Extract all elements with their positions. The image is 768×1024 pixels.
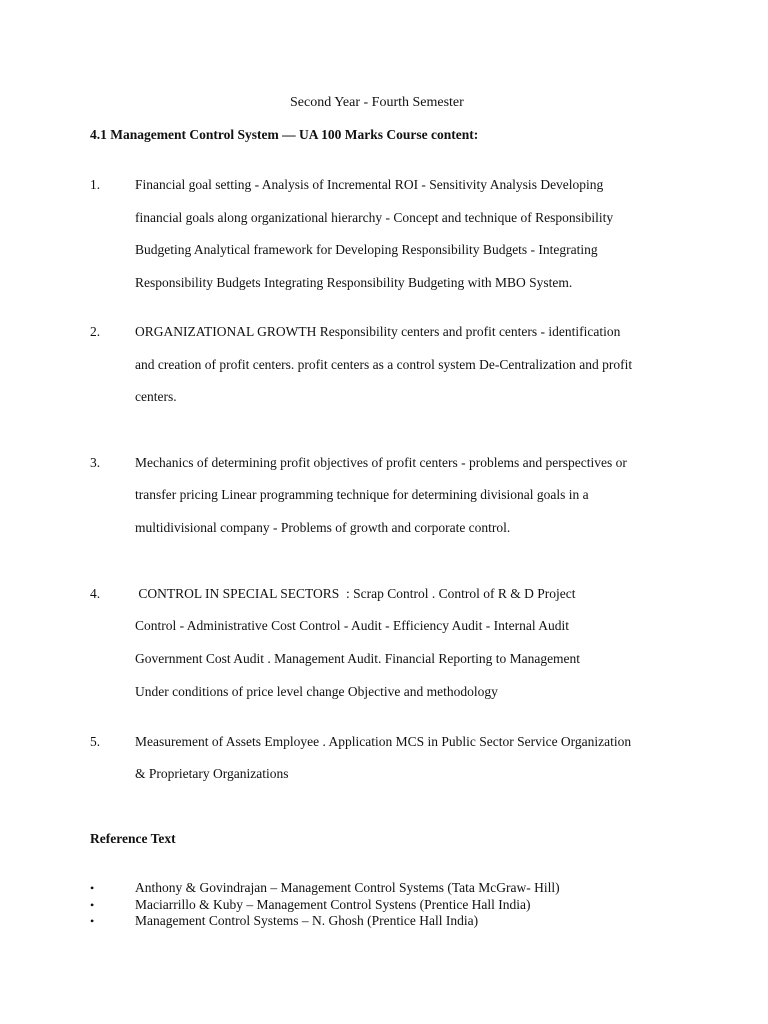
reference-heading: Reference Text [90, 831, 176, 846]
item-line: Responsibility Budgets Integrating Responsibility Budgeting with MBO System. [135, 275, 573, 290]
item-line: ORGANIZATIONAL GROWTH Responsibility centers and profit centers - identification [135, 324, 621, 339]
item-number: 3. [90, 455, 101, 470]
item-line: centers. [135, 389, 177, 404]
document-title: Second Year - Fourth Semester [290, 95, 464, 110]
item-line: Mechanics of determining profit objectives of profit centers - problems and perspectives or [135, 455, 627, 470]
item-number: 5. [90, 734, 101, 749]
item-number: 2. [90, 324, 101, 339]
reference-text: Anthony & Govindrajan – Management Control Systems (Tata McGraw- Hill) [135, 880, 560, 895]
reference-text: Maciarrillo & Kuby – Management Control Systens (Prentice Hall India) [135, 897, 531, 912]
item-number: 1. [90, 177, 101, 192]
bullet-icon: • [90, 898, 95, 912]
item-line: CONTROL IN SPECIAL SECTORS : Scrap Control . Control of R & D Project [135, 586, 576, 601]
item-line: and creation of profit centers. profit centers as a control system De-Centralization and profit [135, 357, 633, 372]
item-line: financial goals along organizational hierarchy - Concept and technique of Responsibility [135, 210, 614, 225]
item-line: Measurement of Assets Employee . Application MCS in Public Sector Service Organization [135, 734, 632, 749]
bullet-icon: • [90, 914, 95, 928]
item-number: 4. [90, 586, 101, 601]
item-line: Financial goal setting - Analysis of Incremental ROI - Sensitivity Analysis Developing [135, 177, 604, 192]
item-line: Government Cost Audit . Management Audit. Financial Reporting to Management [135, 651, 581, 666]
item-line: Control - Administrative Cost Control - Audit - Efficiency Audit - Internal Audit [135, 618, 569, 633]
item-line: & Proprietary Organizations [135, 766, 289, 781]
bullet-icon: • [90, 881, 95, 895]
item-line: Under conditions of price level change Objective and methodology [135, 684, 498, 699]
course-heading: 4.1 Management Control System — UA 100 Marks Course content: [90, 127, 479, 142]
item-line: Budgeting Analytical framework for Developing Responsibility Budgets - Integrating [135, 242, 598, 257]
item-line: multidivisional company - Problems of growth and corporate control. [135, 520, 511, 535]
reference-text: Management Control Systems – N. Ghosh (Prentice Hall India) [135, 913, 479, 928]
item-line: transfer pricing Linear programming technique for determining divisional goals in a [135, 487, 589, 502]
